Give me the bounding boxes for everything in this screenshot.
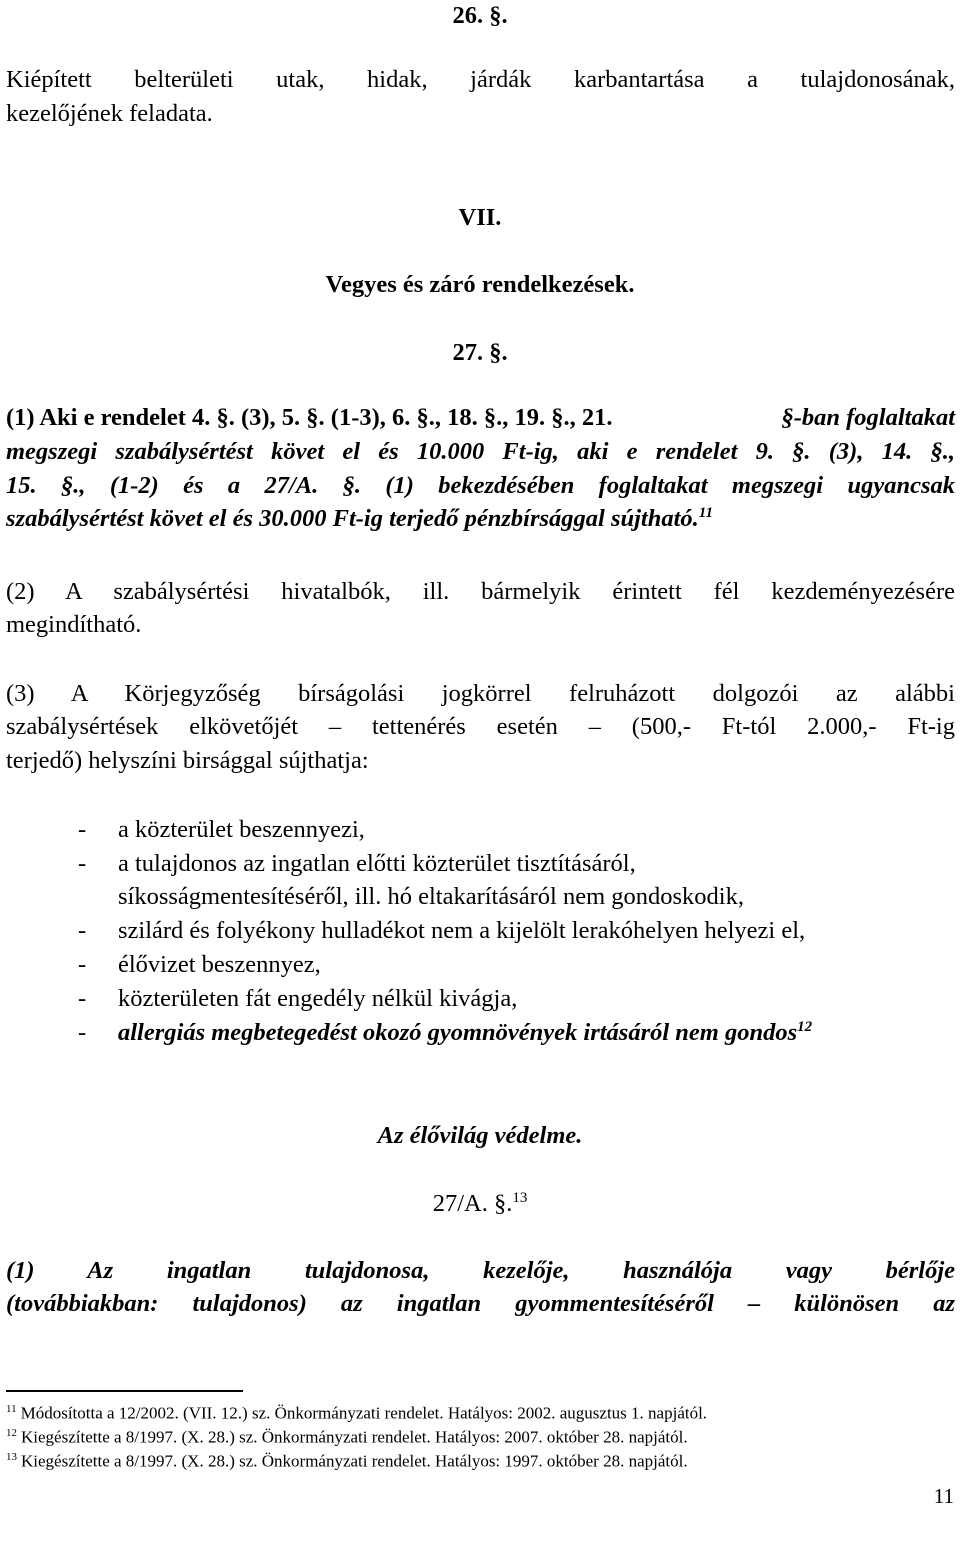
footnote xyxy=(6,1451,688,1472)
footnote-number: 11 xyxy=(6,1403,17,1415)
list-item: a közterület beszennyezi, xyxy=(118,816,365,843)
section-26-text-line1: Kiépített belterületi utak, hidak, járdák karbantartása a tulajdonosának, xyxy=(6,66,955,93)
page-number: 11 xyxy=(933,1484,954,1508)
list-item: a tulajdonos az ingatlan előtti közterület tisztításáról, xyxy=(118,850,636,877)
footnote-number: 13 xyxy=(6,1451,17,1463)
footnote-ref-11: 11 xyxy=(698,504,713,521)
section-27a-heading-text: 27/A. §. xyxy=(432,1190,513,1217)
chapter-title: Vegyes és záró rendelkezések. xyxy=(325,271,635,298)
section-27-p1-line2: megszegi szabálysértést követ el és 10.000 Ft-ig, aki e rendelet 9. §. (3), 14. §., xyxy=(6,438,955,465)
section-27-p3-line3: terjedő) helyszíni birsággal sújthatja: xyxy=(6,747,369,774)
list-dash: - xyxy=(78,951,87,978)
list-item-continuation: síkosságmentesítéséről, ill. hó eltakarításáról nem gondoskodik, xyxy=(118,883,744,910)
subsection-title: Az élővilág védelme. xyxy=(377,1122,583,1149)
section-27-heading: 27. §. xyxy=(452,339,508,366)
list-dash: - xyxy=(78,917,87,944)
section-27-p1-line3: 15. §., (1-2) és a 27/A. §. (1) bekezdésében foglaltakat megszegi ugyancsak xyxy=(6,472,955,499)
section-27-p2-line1: (2) A szabálysértési hivatalbók, ill. bármelyik érintett fél kezdeményezésére xyxy=(6,578,955,605)
section-27-p2-line2: megindítható. xyxy=(6,611,142,638)
section-27a-p1-line1: (1) Az ingatlan tulajdonosa, kezelője, használója vagy bérlője xyxy=(6,1257,955,1284)
list-dash: - xyxy=(78,1019,87,1046)
p1-line4-text: szabálysértést követ el és 30.000 Ft-ig terjedő pénzbírsággal sújtható. xyxy=(6,505,699,532)
section-27a-p1-line2: (továbbiakban: tulajdonos) az ingatlan gyommentesítéséről – különösen az xyxy=(6,1290,955,1317)
list-dash: - xyxy=(78,816,87,843)
list-dash: - xyxy=(78,985,87,1012)
list-item xyxy=(118,1019,812,1047)
section-27-p3-line2: szabálysértések elkövetőjét – tettenérés esetén – (500,- Ft-tól 2.000,- Ft-ig xyxy=(6,713,955,740)
section-27-p1-line1 xyxy=(6,404,955,432)
footnote-text: Kiegészítette a 8/1997. (X. 28.) sz. Önkormányzati rendelet. Hatályos: 2007. október 28. napjától. xyxy=(21,1427,688,1447)
list-item-text: allergiás megbetegedést okozó gyomnövények irtásáról nem gondos xyxy=(118,1019,798,1046)
p1-line1-normal: (1) Aki e rendelet 4. §. (3), 5. §. (1-3), 6. §., 18. §., 19. §., 21. xyxy=(6,404,613,431)
list-item: élővizet beszennyez, xyxy=(118,951,321,978)
section-26-text-line2: kezelőjének feladata. xyxy=(6,100,213,127)
section-27-p3-line1: (3) A Körjegyzőség bírságolási jogkörrel felruházott dolgozói az alábbi xyxy=(6,680,955,707)
list-dash: - xyxy=(78,850,87,877)
footnote-ref-12: 12 xyxy=(797,1018,813,1035)
p1-line1-italic: §-ban foglaltakat xyxy=(781,404,955,431)
chapter-number: VII. xyxy=(458,204,502,231)
footnote xyxy=(6,1403,707,1424)
footnote-text: Kiegészítette a 8/1997. (X. 28.) sz. Önkormányzati rendelet. Hatályos: 1997. október 28. napjától. xyxy=(21,1451,688,1471)
list-item: szilárd és folyékony hulladékot nem a kijelölt lerakóhelyen helyezi el, xyxy=(118,917,806,944)
list-item: közterületen fát engedély nélkül kivágja, xyxy=(118,985,518,1012)
footnote-number: 12 xyxy=(6,1427,17,1439)
footnote-ref-13: 13 xyxy=(512,1189,528,1206)
footnote xyxy=(6,1427,688,1448)
section-27-p1-line4 xyxy=(6,505,713,533)
section-26-heading: 26. §. xyxy=(452,2,508,29)
section-27a-heading xyxy=(0,1190,960,1218)
footnote-separator xyxy=(6,1390,243,1392)
footnote-text: Módosította a 12/2002. (VII. 12.) sz. Önkormányzati rendelet. Hatályos: 2002. augusztus 1. napjától. xyxy=(20,1403,708,1423)
